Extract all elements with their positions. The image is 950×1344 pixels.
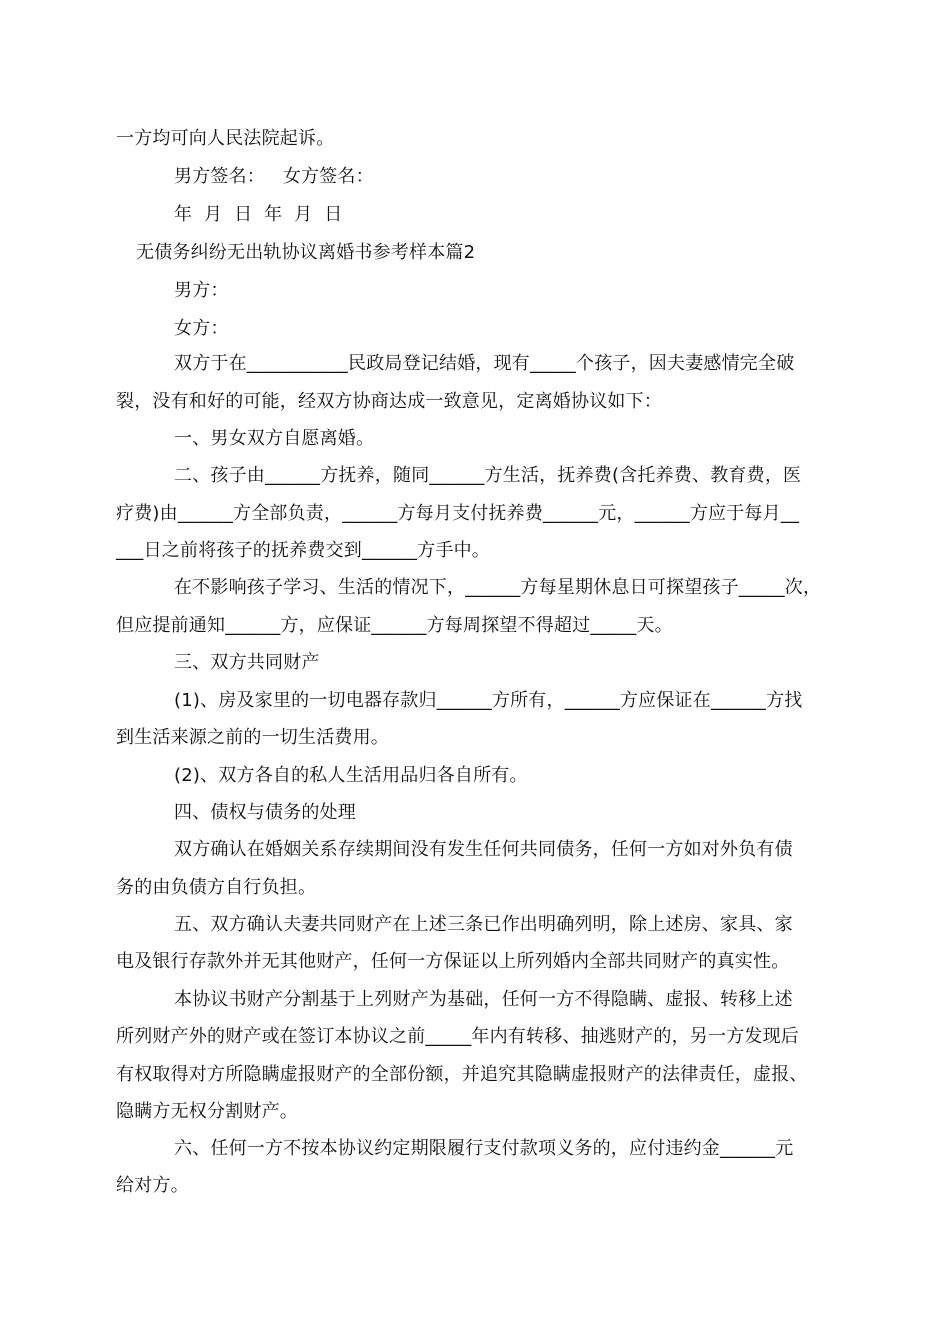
body-line: 裂，没有和好的可能，经双方协商达成一致意见，定离婚协议如下： bbox=[116, 391, 662, 412]
clause-heading: 四、债权与债务的处理 bbox=[174, 802, 356, 823]
date-line: 年 月 日 年 月 日 bbox=[174, 204, 343, 225]
body-line: 双方于在___________民政局登记结婚，现有_____个孩子，因夫妻感情完全破 bbox=[174, 353, 795, 374]
section-title: 无债务纠纷无出轨协议离婚书参考样本篇2 bbox=[136, 242, 476, 263]
body-line: 所列财产外的财产或在签订本协议之前_____年内有转移、抽逃财产的，另一方发现后 bbox=[116, 1026, 799, 1047]
male-party-line: 男方： bbox=[174, 280, 229, 301]
body-line: 一方均可向人民法院起诉。 bbox=[116, 128, 335, 149]
body-line: 给对方。 bbox=[116, 1175, 189, 1196]
signature-line: 男方签名： 女方签名： bbox=[174, 166, 374, 187]
body-line: 在不影响孩子学习、生活的情况下，______方每星期休息日可探望孩子_____次， bbox=[174, 577, 822, 598]
body-line: 隐瞒方无权分割财产。 bbox=[116, 1101, 298, 1122]
body-line: 二、孩子由______方抚养，随同______方生活，抚养费(含托养费、教育费，医 bbox=[174, 465, 802, 486]
body-line: (2)、双方各自的私人生活用品归各自所有。 bbox=[174, 765, 528, 786]
body-line: 五、双方确认夫妻共同财产在上述三条已作出明确列明，除上述房、家具、家 bbox=[174, 914, 793, 935]
body-line: 但应提前通知______方，应保证______方每周探望不得超过_____天。 bbox=[116, 615, 673, 636]
clause-heading: 一、男女双方自愿离婚。 bbox=[174, 428, 375, 449]
body-line: 六、任何一方不按本协议约定期限履行支付款项义务的，应付违约金______元 bbox=[174, 1138, 794, 1159]
body-line: ___日之前将孩子的抚养费交到______方手中。 bbox=[116, 540, 490, 561]
female-party-line: 女方： bbox=[174, 318, 229, 339]
clause-heading: 三、双方共同财产 bbox=[174, 652, 320, 673]
body-line: (1)、房及家里的一切电器存款归______方所有，______方应保证在______方找 bbox=[174, 690, 803, 711]
body-line: 疗费)由______方全部负责，______方每月支付抚养费______元，______方应于每月__ bbox=[116, 503, 800, 524]
body-line: 双方确认在婚姻关系存续期间没有发生任何共同债务，任何一方如对外负有债 bbox=[174, 839, 793, 860]
body-line: 有权取得对方所隐瞒虚报财产的全部份额，并追究其隐瞒虚报财产的法律责任，虚报、 bbox=[116, 1064, 808, 1085]
body-line: 务的由负债方自行负担。 bbox=[116, 877, 317, 898]
body-line: 电及银行存款外并无其他财产，任何一方保证以上所列婚内全部共同财产的真实性。 bbox=[116, 951, 790, 972]
body-line: 到生活来源之前的一切生活费用。 bbox=[116, 727, 389, 748]
body-line: 本协议书财产分割基于上列财产为基础，任何一方不得隐瞒、虚报、转移上述 bbox=[174, 989, 793, 1010]
